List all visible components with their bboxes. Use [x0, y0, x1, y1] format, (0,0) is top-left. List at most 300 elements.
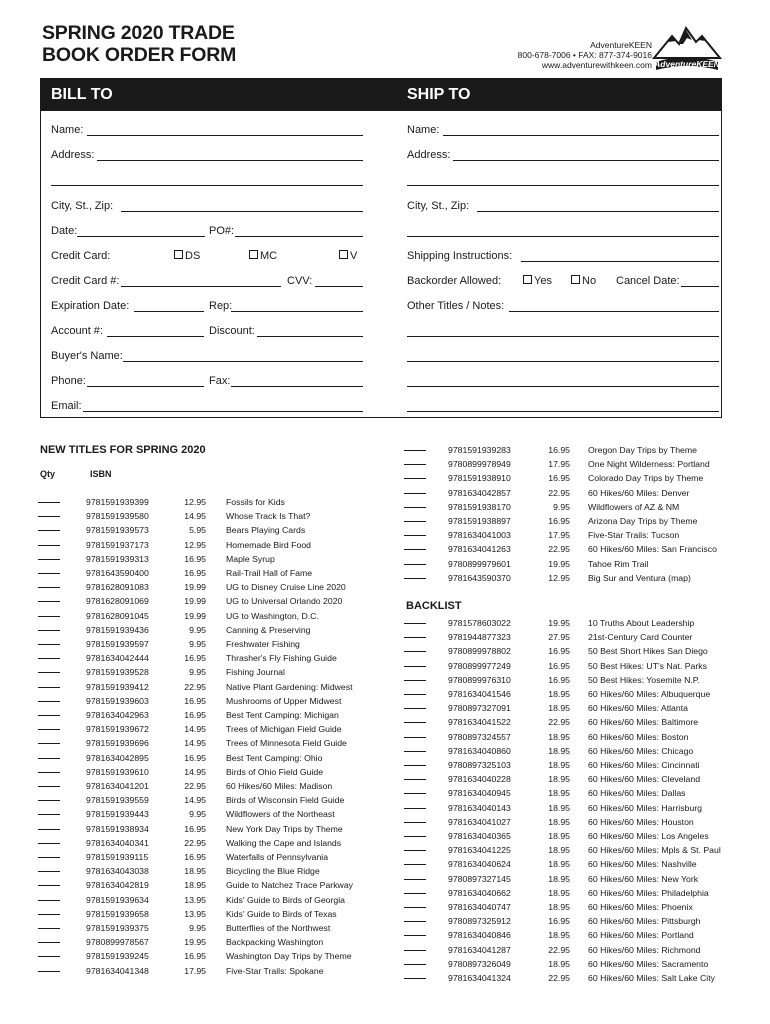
price: 18.95	[548, 774, 570, 785]
isbn: 9781634042963	[86, 710, 149, 720]
book-title: Wildflowers of AZ & NM	[588, 501, 680, 512]
isbn: 9781634040341	[86, 837, 149, 848]
price: 12.95	[548, 572, 570, 583]
mc-label: MC	[260, 250, 278, 262]
qty-field[interactable]	[38, 624, 60, 631]
isbn: 9781634043038	[86, 866, 149, 877]
bill-address-label: Address:	[51, 149, 95, 161]
price: 9.95	[189, 639, 206, 649]
isbn: 9781591939610	[86, 766, 149, 777]
qty-field[interactable]	[404, 901, 426, 908]
qty-field[interactable]	[404, 558, 426, 565]
book-title: 60 Hikes/60 Miles: Cleveland	[588, 774, 701, 785]
qty-field[interactable]	[38, 695, 60, 702]
book-title: 60 Hikes/60 Miles: Richmond	[588, 944, 701, 955]
bill-date-field[interactable]	[77, 236, 205, 237]
price: 17.95	[184, 965, 206, 976]
book-title: UG to Washington, D.C.	[226, 610, 319, 621]
isbn: 9781591939603	[86, 695, 149, 706]
qty-field[interactable]	[404, 631, 426, 638]
qty-field[interactable]	[404, 915, 426, 922]
qty-field[interactable]	[404, 830, 426, 837]
isbn: 9781591939399	[86, 497, 149, 507]
price: 5.95	[189, 525, 206, 536]
book-title: Fishing Journal	[226, 667, 285, 678]
price: 16.95	[184, 553, 206, 564]
backorder-label: Backorder Allowed:	[407, 275, 502, 287]
isbn: 9780899978802	[448, 646, 511, 657]
book-title: 60 Hikes/60 Miles: Madison	[226, 781, 333, 791]
book-title: 60 Hikes/60 Miles: Los Angeles	[588, 831, 709, 841]
qty-field[interactable]	[38, 737, 60, 744]
price: 12.95	[184, 539, 206, 550]
title-line-2: BOOK ORDER FORM	[42, 44, 237, 66]
ship-to-header: SHIP TO	[397, 79, 721, 111]
ship-address-field[interactable]	[453, 160, 719, 161]
expiration-label: Expiration Date:	[51, 300, 130, 312]
price: 18.95	[548, 760, 570, 770]
price: 16.95	[184, 752, 206, 763]
book-title: 60 Hikes/60 Miles: Nashville	[588, 859, 697, 870]
rep-label: Rep:	[209, 300, 233, 312]
bill-city-field[interactable]	[121, 211, 363, 212]
qty-field[interactable]	[38, 908, 60, 915]
discount-label: Discount:	[209, 325, 255, 337]
isbn: 9780899977249	[448, 660, 511, 671]
book-title: Maple Syrup	[226, 553, 275, 564]
isbn: 9781634041348	[86, 965, 149, 976]
qty-field[interactable]	[404, 802, 426, 809]
isbn: 9781634042819	[86, 880, 149, 891]
shipping-instructions-field[interactable]	[521, 261, 719, 262]
book-title: Birds of Wisconsin Field Guide	[226, 795, 345, 806]
book-title: UG to Disney Cruise Line 2020	[226, 582, 346, 593]
qty-field[interactable]	[38, 524, 60, 531]
book-title: Wildflowers of the Northeast	[226, 809, 335, 820]
price: 16.95	[184, 823, 206, 834]
qty-field[interactable]	[404, 944, 426, 951]
isbn: 9781591939313	[86, 553, 149, 564]
qty-field[interactable]	[404, 844, 426, 851]
book-title: Thrasher's Fly Fishing Guide	[226, 653, 337, 664]
ds-checkbox[interactable]	[174, 249, 200, 263]
v-label: V	[350, 250, 358, 262]
price: 22.95	[184, 837, 206, 848]
qty-field[interactable]	[38, 823, 60, 830]
fax-field[interactable]	[231, 386, 363, 387]
isbn: 9781634042444	[86, 653, 149, 664]
backorder-yes-box[interactable]	[523, 275, 532, 284]
book-title: Big Sur and Ventura (map)	[588, 572, 691, 583]
price: 19.99	[184, 582, 206, 593]
qty-field[interactable]	[404, 543, 426, 550]
notes-line-3[interactable]	[407, 386, 719, 387]
price: 19.95	[548, 618, 570, 628]
mc-checkbox[interactable]	[249, 249, 277, 263]
price: 18.95	[548, 816, 570, 827]
price: 14.95	[184, 738, 206, 749]
isbn: 9781634041225	[448, 845, 511, 856]
price: 22.95	[184, 781, 206, 791]
price: 18.95	[548, 831, 570, 841]
qty-field[interactable]	[404, 515, 426, 522]
qty-field[interactable]	[404, 444, 426, 451]
qty-field[interactable]	[38, 851, 60, 858]
logo-text: AdventureKEEN	[654, 59, 720, 69]
price: 18.95	[548, 873, 570, 884]
isbn: 9781634040365	[448, 831, 511, 841]
notes-line-1[interactable]	[407, 336, 719, 337]
book-title: Canning & Preserving	[226, 624, 311, 635]
book-title: Fossils for Kids	[226, 497, 285, 507]
book-title: 60 Hikes/60 Miles: Boston	[588, 731, 689, 742]
phone-fax: 800-678-7006 • FAX: 877-374-9016	[517, 50, 652, 60]
isbn: 9781591939580	[86, 511, 149, 522]
qty-field[interactable]	[38, 681, 60, 688]
mc-checkbox-box[interactable]	[249, 250, 258, 259]
book-title: UG to Universal Orlando 2020	[226, 596, 343, 607]
account-label: Account #:	[51, 325, 103, 337]
ds-checkbox-box[interactable]	[174, 250, 183, 259]
bill-address-field-2[interactable]	[51, 185, 363, 186]
bill-name-label: Name:	[51, 124, 84, 136]
price: 18.95	[548, 689, 570, 699]
book-title: Five-Star Trails: Tucson	[588, 530, 680, 541]
price: 18.95	[548, 859, 570, 870]
qty-field[interactable]	[38, 610, 60, 617]
email-label: Email:	[51, 400, 82, 412]
price: 22.95	[184, 681, 206, 692]
isbn: 9781634041263	[448, 544, 511, 555]
price: 22.95	[548, 717, 570, 728]
credit-card-label: Credit Card:	[51, 250, 111, 262]
qty-field[interactable]	[38, 894, 60, 901]
book-title: 60 Hikes/60 Miles: Mpls & St. Paul	[588, 845, 721, 856]
qty-field[interactable]	[38, 936, 60, 943]
isbn: 9781591938170	[448, 501, 511, 512]
backlist-heading: BACKLIST	[406, 600, 462, 612]
website-link[interactable]: www.adventurewithkeen.com	[541, 60, 652, 70]
price: 18.95	[548, 887, 570, 898]
book-title: Tahoe Rim Trail	[588, 558, 649, 569]
qty-field[interactable]	[38, 496, 60, 503]
qty-field[interactable]	[38, 581, 60, 588]
qty-field[interactable]	[404, 645, 426, 652]
qty-field[interactable]	[38, 780, 60, 787]
book-title: 50 Best Hikes: Yosemite N.P.	[588, 674, 700, 685]
qty-field[interactable]	[38, 652, 60, 659]
price: 16.95	[548, 916, 570, 927]
phone-field[interactable]	[87, 386, 204, 387]
isbn: 9781591939245	[86, 951, 149, 962]
ship-name-label: Name:	[407, 124, 440, 136]
qty-field[interactable]	[404, 972, 426, 979]
isbn: 9781591939658	[86, 908, 149, 919]
price: 18.95	[184, 880, 206, 891]
isbn: 9781634041003	[448, 530, 511, 541]
book-title: Five-Star Trails: Spokane	[226, 965, 324, 976]
isbn: 9780897327145	[448, 873, 511, 884]
price: 16.95	[548, 473, 570, 484]
isbn: 9780897327091	[448, 703, 511, 714]
isbn: 9781634040945	[448, 788, 511, 799]
price: 18.95	[548, 902, 570, 912]
book-title: 60 Hikes/60 Miles: Salt Lake City	[588, 973, 715, 983]
book-title: 60 Hikes/60 Miles: Pittsburgh	[588, 916, 701, 927]
qty-field[interactable]	[38, 808, 60, 815]
isbn: 9781591939443	[86, 809, 149, 820]
ship-address-field-2[interactable]	[407, 185, 719, 186]
price: 16.95	[184, 653, 206, 664]
isbn: 9781591939696	[86, 738, 149, 749]
price: 14.95	[184, 724, 206, 735]
price: 22.95	[548, 973, 570, 983]
qty-field[interactable]	[404, 617, 426, 624]
book-title: Trees of Minnesota Field Guide	[226, 738, 347, 749]
qty-field[interactable]	[404, 660, 426, 667]
price: 14.95	[184, 766, 206, 777]
isbn: 9781634041522	[448, 717, 511, 728]
qty-field[interactable]	[404, 702, 426, 709]
book-title: 60 Hikes/60 Miles: Cincinnati	[588, 760, 700, 770]
isbn: 9781634040846	[448, 930, 511, 941]
book-title: 60 Hikes/60 Miles: Phoenix	[588, 902, 693, 912]
qty-field[interactable]	[38, 595, 60, 602]
isbn: 9781634042857	[448, 487, 511, 498]
book-title: Native Plant Gardening: Midwest	[226, 681, 353, 692]
qty-field[interactable]	[404, 816, 426, 823]
backorder-no-box[interactable]	[571, 275, 580, 284]
isbn: 9780897325103	[448, 760, 511, 770]
qty-field[interactable]	[38, 837, 60, 844]
qty-field[interactable]	[404, 716, 426, 723]
isbn: 9781634041027	[448, 816, 511, 827]
expiration-field[interactable]	[134, 311, 204, 312]
qty-field[interactable]	[38, 965, 60, 972]
book-title: 50 Best Hikes: UT's Nat. Parks	[588, 660, 707, 671]
book-title: 60 Hikes/60 Miles: New York	[588, 873, 699, 884]
isbn: 9781628091083	[86, 582, 149, 593]
price: 9.95	[189, 809, 206, 820]
price: 9.95	[189, 667, 206, 678]
qty-field[interactable]	[404, 458, 426, 465]
bill-city-label: City, St., Zip:	[51, 200, 114, 212]
isbn: 9781591937173	[86, 539, 149, 550]
qty-field[interactable]	[404, 731, 426, 738]
isbn: 9781634042895	[86, 752, 149, 763]
book-title: Oregon Day Trips by Theme	[588, 445, 697, 455]
other-notes-field[interactable]	[509, 311, 719, 312]
bill-address-field[interactable]	[97, 160, 363, 161]
qty-field[interactable]	[404, 887, 426, 894]
card-number-field[interactable]	[121, 286, 281, 287]
qty-field[interactable]	[38, 950, 60, 957]
book-title: Walking the Cape and Islands	[226, 837, 342, 848]
new-titles-heading: NEW TITLES FOR SPRING 2020	[40, 444, 206, 456]
qty-field[interactable]	[404, 773, 426, 780]
form-title	[42, 22, 236, 66]
price: 9.95	[189, 923, 206, 933]
card-number-label: Credit Card #:	[51, 275, 120, 287]
qty-field[interactable]	[38, 553, 60, 560]
isbn: 9781591939597	[86, 639, 149, 649]
price: 18.95	[184, 866, 206, 877]
qty-field[interactable]	[404, 873, 426, 880]
qty-field[interactable]	[404, 472, 426, 479]
bill-name-field[interactable]	[87, 135, 363, 136]
price: 19.99	[184, 596, 206, 607]
v-checkbox-box[interactable]	[339, 250, 348, 259]
isbn: 9781634040143	[448, 802, 511, 813]
notes-line-4[interactable]	[407, 411, 719, 412]
book-title: Best Tent Camping: Ohio	[226, 752, 323, 763]
isbn: 9781591938897	[448, 516, 511, 526]
company-logo	[652, 22, 722, 72]
price: 19.99	[184, 610, 206, 621]
buyer-label: Buyer's Name:	[51, 350, 123, 362]
book-title: Kids' Guide to Birds of Georgia	[226, 894, 345, 905]
book-title: New York Day Trips by Theme	[226, 823, 343, 834]
price: 13.95	[184, 894, 206, 905]
isbn: 9781591939672	[86, 724, 149, 735]
qty-field[interactable]	[38, 709, 60, 716]
ship-name-field[interactable]	[443, 135, 719, 136]
qty-column-header: Qty	[40, 469, 56, 479]
bill-to-header: BILL TO	[41, 79, 397, 111]
qty-field[interactable]	[404, 745, 426, 752]
bill-date-label: Date:	[51, 225, 78, 237]
price: 16.95	[184, 568, 206, 578]
book-title: Trees of Michigan Field Guide	[226, 724, 342, 735]
qty-field[interactable]	[404, 759, 426, 766]
qty-field[interactable]	[38, 638, 60, 645]
isbn: 9780897326049	[448, 958, 511, 969]
isbn: 9781634040747	[448, 902, 511, 912]
price: 22.95	[548, 944, 570, 955]
book-title: 60 Hikes/60 Miles: Denver	[588, 487, 690, 498]
qty-field[interactable]	[404, 787, 426, 794]
cancel-date-label: Cancel Date:	[616, 275, 680, 287]
book-title: Bears Playing Cards	[226, 525, 306, 536]
discount-field[interactable]	[257, 336, 363, 337]
cvv-field[interactable]	[315, 286, 363, 287]
phone-label: Phone:	[51, 375, 86, 387]
qty-field[interactable]	[404, 858, 426, 865]
ship-city-field[interactable]	[477, 211, 719, 212]
qty-field[interactable]	[38, 510, 60, 517]
isbn: 9781591939115	[86, 852, 149, 862]
book-title: 60 Hikes/60 Miles: Portland	[588, 930, 694, 941]
qty-field[interactable]	[38, 879, 60, 886]
qty-field[interactable]	[38, 766, 60, 773]
price: 27.95	[548, 632, 570, 643]
bill-ship-box	[40, 78, 722, 418]
book-title: One Night Wilderness: Portland	[588, 459, 710, 470]
v-checkbox[interactable]	[339, 249, 357, 263]
isbn: 9781578603022	[448, 618, 511, 628]
email-field[interactable]	[83, 411, 363, 412]
book-title: 50 Best Short Hikes San Diego	[588, 646, 708, 657]
isbn: 9781591939528	[86, 667, 149, 678]
price: 16.95	[548, 445, 570, 455]
title-line-1: SPRING 2020 TRADE	[42, 22, 235, 44]
price: 16.95	[548, 674, 570, 685]
book-title: Backpacking Washington	[226, 937, 324, 948]
qty-field[interactable]	[404, 958, 426, 965]
account-field[interactable]	[107, 336, 204, 337]
notes-line-2[interactable]	[407, 361, 719, 362]
qty-field[interactable]	[404, 501, 426, 508]
qty-field[interactable]	[404, 674, 426, 681]
price: 16.95	[184, 710, 206, 720]
ship-extra-field[interactable]	[407, 236, 719, 237]
isbn: 9781634040624	[448, 859, 511, 870]
qty-field[interactable]	[38, 865, 60, 872]
backorder-no[interactable]	[571, 274, 596, 288]
isbn: 9780899978949	[448, 459, 511, 470]
price: 16.95	[548, 660, 570, 671]
book-title: 60 Hikes/60 Miles: San Francisco	[588, 544, 717, 555]
other-notes-label: Other Titles / Notes:	[407, 300, 505, 312]
qty-field[interactable]	[38, 922, 60, 929]
isbn: 9781634041287	[448, 944, 511, 955]
qty-field[interactable]	[38, 752, 60, 759]
isbn: 9781591939375	[86, 923, 149, 933]
price: 22.95	[548, 487, 570, 498]
qty-field[interactable]	[38, 723, 60, 730]
qty-field[interactable]	[404, 688, 426, 695]
shipping-instructions-label: Shipping Instructions:	[407, 250, 513, 262]
price: 16.95	[184, 852, 206, 862]
price: 9.95	[553, 501, 570, 512]
price: 18.95	[548, 958, 570, 969]
cvv-label: CVV:	[287, 275, 313, 287]
book-title: Waterfalls of Pennsylvania	[226, 852, 329, 862]
isbn: 9781591939559	[86, 795, 149, 806]
qty-field[interactable]	[38, 567, 60, 574]
qty-field[interactable]	[38, 666, 60, 673]
qty-field[interactable]	[404, 929, 426, 936]
price: 17.95	[548, 459, 570, 470]
qty-field[interactable]	[404, 529, 426, 536]
book-title: 60 Hikes/60 Miles: Dallas	[588, 788, 686, 799]
cancel-date-field[interactable]	[681, 286, 719, 287]
isbn: 9781634041546	[448, 689, 511, 699]
qty-field[interactable]	[38, 794, 60, 801]
book-title: Butterflies of the Northwest	[226, 923, 331, 933]
bill-po-field[interactable]	[235, 236, 363, 237]
qty-field[interactable]	[404, 572, 426, 579]
price: 18.95	[548, 731, 570, 742]
qty-field[interactable]	[404, 487, 426, 494]
isbn: 9780897325912	[448, 916, 511, 927]
book-title: 60 Hikes/60 Miles: Harrisburg	[588, 802, 702, 813]
isbn: 9781591938934	[86, 823, 149, 834]
buyer-field[interactable]	[123, 361, 363, 362]
price: 17.95	[548, 530, 570, 541]
rep-field[interactable]	[231, 311, 363, 312]
qty-field[interactable]	[38, 539, 60, 546]
price: 16.95	[548, 516, 570, 526]
price: 12.95	[184, 497, 206, 507]
backorder-yes[interactable]	[523, 274, 552, 288]
price: 16.95	[548, 646, 570, 657]
isbn: 9781643590370	[448, 572, 511, 583]
price: 14.95	[184, 511, 206, 522]
ship-address-label: Address:	[407, 149, 451, 161]
book-title: Whose Track Is That?	[226, 511, 311, 522]
ship-city-label: City, St., Zip:	[407, 200, 470, 212]
